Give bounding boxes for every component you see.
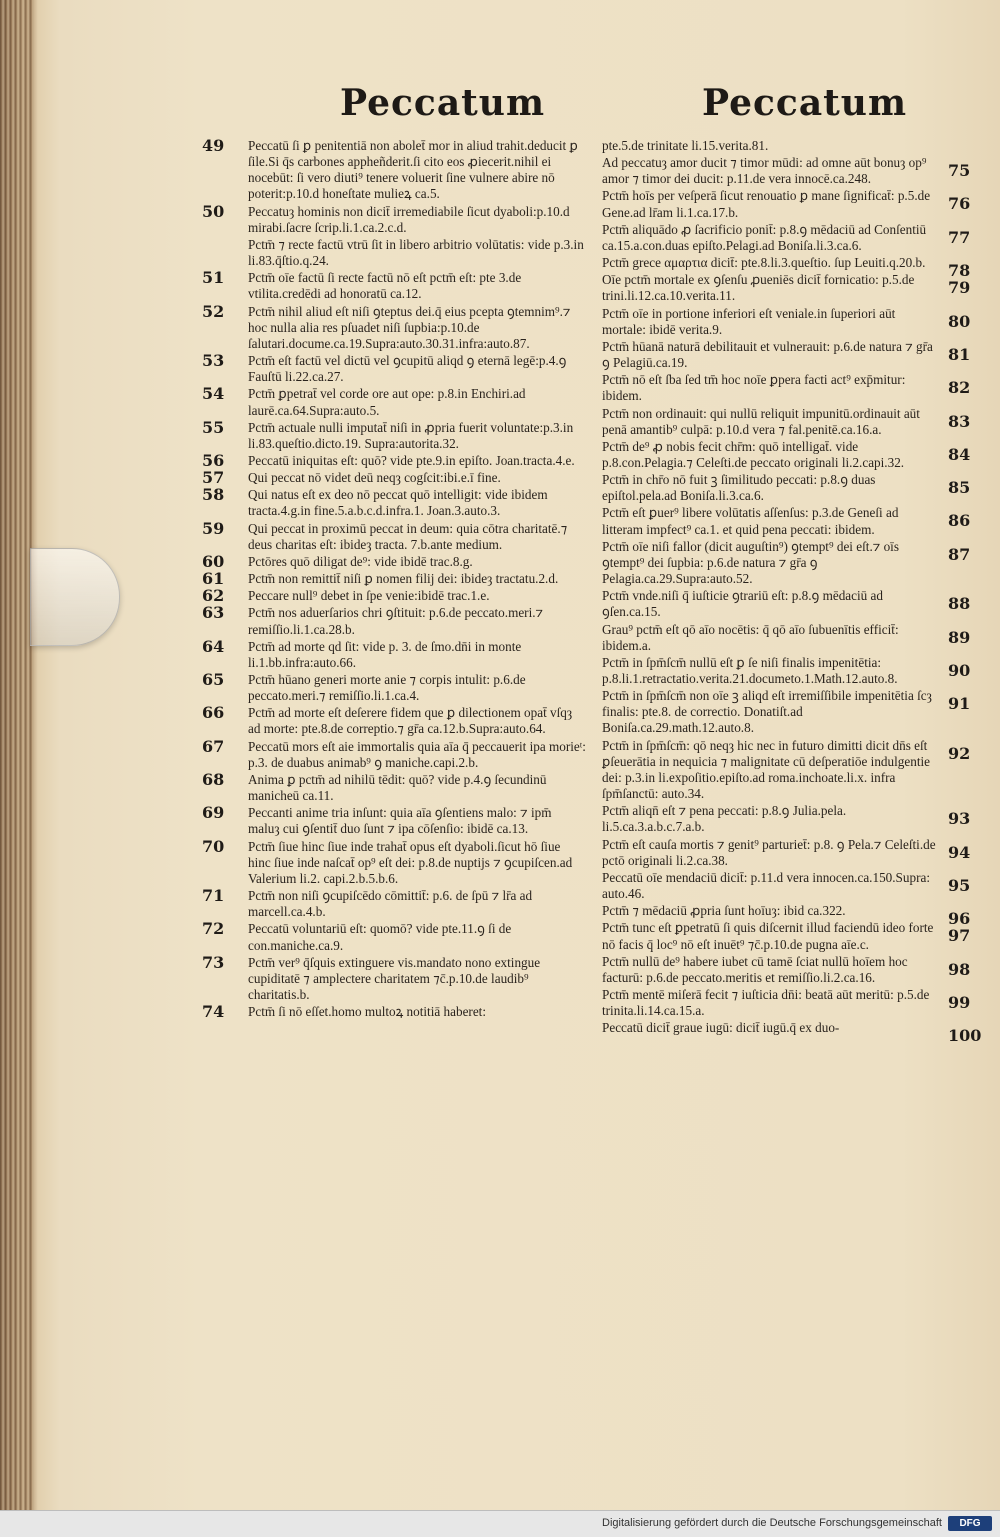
entry-text: Qui peccat in proximū peccat in deum: quia cōtra charitatē.⁊ deus charitas eſt: ibideȝ tracta. 7.b.ante medium. — [248, 520, 568, 552]
entry-number: 94 — [948, 842, 971, 862]
entry-text: Pctm̄ oīe niſi fallor (dicit auguſtin⁹) ꝯtempt⁹ dei eſt.⁊ oīs ꝯtempt⁹ dei ſupbia: p.6.de natura ⁊ gr̄a ꝯ Pelagia.ca.29.Supra:auto.52. — [602, 538, 899, 587]
entry-text: Pctm̄ eſt cauſa mortis ⁊ genit⁹ parturiet̄: p.8. ꝯ Pela.⁊ Celeſti.de pctō originali li.2.ca.38. — [602, 836, 936, 868]
entry-text: Pctm̄ nō eſt ſba ſed tm̄ hoc noīe ꝑpera facti act⁹ exp̄mitur: ibidem. — [602, 372, 906, 404]
entry-number: 100 — [948, 1026, 982, 1046]
entry — [602, 338, 971, 371]
entry — [602, 654, 971, 687]
entry-text: Pctm̄ nos aduerſarios chri ꝯſtituit: p.6.de peccato.meri.⁊ remiſſio.li.1.ca.28.b. — [248, 605, 544, 637]
entry — [202, 919, 586, 953]
entry-number: 82 — [948, 378, 971, 398]
footer-bar — [0, 1510, 1000, 1537]
entry-number: 84 — [948, 444, 971, 464]
entry-text: Ad peccatuȝ amor ducit ⁊ timor mūdi: ad omne aūt bonuȝ op⁹ amor ⁊ timor dei ducit: p.11.de vera innocē.ca.248. — [602, 155, 927, 187]
entry — [602, 221, 971, 254]
entry-number: 56 — [202, 450, 225, 470]
entry — [202, 268, 586, 302]
entry-number: 76 — [948, 194, 971, 214]
entry-number: 63 — [202, 603, 225, 623]
book-page-edges — [0, 0, 34, 1510]
entry — [202, 803, 586, 837]
entry-text: Pctm̄ nullū de⁹ habere iubet cū tamē ſciat nullū hoīem hoc facturū: p.6.de peccato.meritis et remiſſio.li.2.ca.16. — [602, 953, 908, 985]
entry-text: Pctm̄ eſt factū vel dictū vel ꝯcupitū aliqd ꝯ eternā legē:p.4.ꝯ Fauſtū li.22.ca.27. — [248, 353, 567, 385]
entry — [202, 136, 586, 203]
entry — [214, 237, 586, 269]
running-head-left: Peccatum — [340, 82, 546, 124]
entry — [602, 588, 971, 620]
entry — [202, 1002, 586, 1022]
entry-text: Pctm̄ in ſpm̄ſcm̄ non oīe ꝫ aliqd eſt irremiſſibile impenitētia ſcȝ finalis: pte.8. de correctio. Donatiſt.ad Boniſa.ca.29.math.12.auto.8. — [602, 688, 932, 736]
page-clip — [30, 548, 120, 646]
entry-text: Peccatuȝ hominis non dicit̄ irremediabile ſicut dyaboli:p.10.d mirabi.ſacre ſcrip.li.1.ca.2.c.d. — [248, 203, 570, 235]
entry-text: Peccatū iniquitas eſt: quō? vide pte.9.in epiſto. Joan.tracta.4.e. — [248, 452, 575, 468]
entry-number: 59 — [202, 518, 225, 538]
entry-text: Pctm̄ hoīs per veſperā ſicut renouatio ꝑ mane ſignificat̄: p.5.de Gene.ad lr̄am li.1.ca.17.b. — [602, 188, 931, 220]
entry-text: Pctm̄ ⁊ recte factū vtrū ſit in libero arbitrio volūtatis: vide p.3.in li.83.q̄ſtio.q.24. — [248, 236, 584, 269]
entry-text: Pctm̄ hūanā naturā debilitauit et vulnerauit: p.6.de natura ⁊ gr̄a ꝯ Pelagiū.ca.19. — [602, 338, 933, 371]
entry-number: 54 — [202, 384, 225, 404]
entry-text: Pctm̄ de⁹ ꝓ nobis fecit chr̄m: quō intelligat̄. vide p.8.con.Pelagia.⁊ Celeſti.de peccato originali li.2.capi.32. — [602, 438, 905, 470]
entry-text: Pctm̄ mentē miſerā fecit ⁊ iuſticia dn̄i: beatā aūt meritū: p.5.de trinita.li.14.ca.15.a. — [602, 986, 930, 1019]
entry-number: 88 — [948, 594, 971, 614]
entry — [602, 372, 971, 404]
entry-text: Peccatū mors eſt aie immortalis quia aīa q̄ peccauerit ipa morieᵗ: p.3. de duabus animab⁹ ꝯ maniche.capi.2.b. — [248, 738, 586, 770]
entry-text: Pctm̄ in ſpm̄ſcm̄: qō neqȝ hic nec in futuro dimitti dicit dn̄s eſt ꝑſeuerātia in nequicia ⁊ malignitate cū deſperatiōe indulgentie dei: p.3.in li.expoſitio.epiſto.ad roma.inchoate.li.x. infra ſpm̄ſanctū: auto.34. — [602, 737, 931, 802]
entry-number: 92 — [948, 743, 971, 763]
entry-number: 53 — [202, 351, 225, 371]
entry — [202, 485, 586, 519]
right-column — [602, 138, 982, 1046]
entry — [202, 450, 586, 470]
entry-number: 67 — [202, 736, 225, 756]
entry-text: Oīe pctm̄ mortale ex ꝯſenſu ꝓueniēs dicit̄ fornicatio: p.5.de trini.li.12.ca.10.verita.11. — [602, 272, 915, 304]
entry — [602, 737, 971, 803]
entry — [602, 305, 971, 338]
entry — [602, 986, 971, 1019]
entry — [602, 869, 971, 902]
entry — [202, 201, 586, 236]
entry — [202, 301, 586, 352]
entry — [202, 886, 586, 920]
entry-number: 58 — [202, 485, 225, 505]
entry — [602, 255, 971, 281]
entry-number: 97 — [948, 926, 971, 946]
entry-number: 65 — [202, 670, 225, 689]
entry-number: 68 — [202, 769, 225, 789]
running-head-right: Peccatum — [702, 82, 908, 124]
entry-number: 74 — [202, 1002, 225, 1022]
entry-number: 69 — [202, 803, 225, 823]
entry — [602, 438, 971, 471]
entry-number: 60 — [202, 551, 225, 571]
entry-number: 75 — [948, 161, 971, 181]
entry-text: Pctm̄ in ſpm̄ſcm̄ nullū eſt ꝑ ſe niſi finalis impenitētia: p.8.li.1.retractatio.verita.21.documeto.1.Math.12.auto.8. — [602, 654, 898, 686]
entry-text: Anima ꝑ pctm̄ ad nihilū tēdit: quō? vide p.4.ꝯ ſecundinū manicheū ca.11. — [248, 771, 547, 804]
entry-number: 64 — [202, 636, 225, 656]
entry-text: Pctm̄ in chr̄o nō fuit ꝫ ſimilitudo peccati: p.8.ꝯ duas epiſtol.pela.ad Boniſa.li.3.ca.6. — [602, 472, 876, 504]
entry — [202, 670, 586, 704]
footer-credit: Digitalisierung gefördert durch die Deutsche Forschungsgemeinschaft — [602, 1517, 942, 1529]
entry-number: 99 — [948, 992, 971, 1012]
entry-number: 96 — [948, 909, 971, 929]
entry-text: Pctōres quō diligat de⁹: vide ibidē trac.8.g. — [248, 553, 473, 569]
entry-text: Peccatū dicit̄ graue iugū: dicit̄ iugū.q̄ ex duo- — [602, 1020, 840, 1036]
entry-text: Pctm̄ ⁊ mēdaciū ꝓpria ſunt hoīuȝ: ibid ca.322. — [602, 903, 846, 919]
entry-number: 89 — [948, 627, 971, 647]
entry-number: 52 — [202, 301, 225, 321]
entry — [202, 736, 586, 771]
entry-number: 81 — [948, 344, 971, 364]
entry-number: 83 — [948, 411, 971, 431]
entry-text: Pctm̄ oīe in portione inferiori eſt veniale.in ſuperiori aūt mortale: ibidē verita.9. — [602, 305, 896, 337]
entry-number: 91 — [948, 694, 971, 714]
entry — [202, 384, 586, 418]
entry — [202, 468, 586, 488]
entry-number: 79 — [948, 278, 971, 298]
entry-text: Pctm̄ ver⁹ q̄ſquis extinguere vis.mandato nono extingue cupiditatē ⁊ amplectere charitatem ⁊c̄.p.10.de laudib⁹ charitatis.b. — [248, 954, 541, 1002]
entry-text: Peccatū ſi ꝑ penitentiā non abolet̄ mor in aliud trahit.deducit ꝑ ſile.Si q̄s carbones appheñderit.ſi cito eos ꝓiecerit.nihil ei nocebūt: ſi vero diuti⁹ tenere voluerit ſine vulnere abire nō poterit:p.10.d honeſtate mulieꝝ ca.5. — [248, 138, 578, 202]
entry — [602, 155, 971, 187]
entry-text: Grau⁹ pctm̄ eſt qō aīo nocētis: q̄ qō aīo ſubuenītis efficit̄: ibidem.a. — [602, 621, 899, 653]
entry — [602, 538, 971, 587]
entry-number: 77 — [948, 227, 971, 247]
entry-text: Pctm̄ ſiue hinc ſiue inde trahat̄ opus eſt dyaboli.ſicut hō ſiue hinc ſiue inde naſcat̄ op⁹ eſt dei: p.8.de nuptijs ⁊ ꝯcupiſcen.ad Valerium li.2. capi.2.b.5.b.6. — [248, 838, 573, 886]
entry — [202, 603, 586, 637]
entry — [602, 920, 971, 952]
entry-number: 98 — [948, 959, 971, 979]
entry-number: 95 — [948, 875, 971, 895]
entry-text: Pctm̄ non ordinauit: qui nullū reliquit impunitū.ordinauit aūt penā amantib⁹ culpā: p.10.d vera ⁊ fal.penitē.ca.16.a. — [602, 405, 920, 437]
entry — [202, 769, 586, 804]
entry-text: Peccare null⁹ debet in ſpe venie:ibidē trac.1.e. — [248, 588, 490, 604]
entry — [202, 569, 586, 589]
entry — [202, 586, 586, 606]
entry — [202, 636, 586, 671]
entry-number: 93 — [948, 809, 971, 829]
entry-number: 78 — [948, 261, 971, 281]
entry-text: Pctm̄ ſi nō eſſet.homo multoꝝ notitiā haberet: — [248, 1004, 486, 1020]
entry-text: Pctm̄ tunc eſt ꝑpetratū ſi quis diſcernit illud faciendū ideo forte nō facis q̄ loc⁹ nō eſt inuēt⁹ ⁊c̄.p.10.de pugna aīe.c. — [602, 920, 934, 952]
entry-number: 61 — [202, 569, 225, 589]
entry — [602, 688, 971, 736]
entry — [602, 621, 971, 654]
entry-text: Pctm̄ ad morte qd ſit: vide p. 3. de ſmo.dn̄i in monte li.1.bb.infra:auto.66. — [248, 638, 522, 670]
entry-text: pte.5.de trinitate li.15.verita.81. — [602, 138, 769, 153]
entry-number: 70 — [202, 836, 225, 856]
entry — [602, 1020, 982, 1046]
dfg-logo: DFG — [948, 1516, 992, 1531]
entry-text: Pctm̄ ad morte eſt deſerere fidem que ꝑ dilectionem opat̄ vſqȝ ad morte: pte.8.de correptio.⁊ gr̄a ca.12.b.Supra:auto.64. — [248, 705, 573, 737]
entry-number: 80 — [948, 311, 971, 331]
entry-text: Qui natus eſt ex deo nō peccat quō intelligit: vide ibidem tracta.4.g.in fine.5.a.b.c.d.infra.1. Joan.3.auto.3. — [248, 487, 548, 519]
entry-text: Pctm̄ nihil aliud eſt niſi ꝯteptus dei.q̄ eius pcepta ꝯtemnim⁹.⁊ hoc nulla alia res pſuadet niſi ſupbia:p.10.de ſalutari.docume.ca.19.Supra:auto.30.31.infra:auto.87. — [248, 303, 571, 351]
entry — [202, 703, 586, 737]
entry-number: 86 — [948, 511, 971, 531]
entry-text: Pctm̄ non remittit̄ niſi ꝑ nomen filij dei: ibideȝ tractatu.2.d. — [248, 571, 559, 587]
entry-number: 85 — [948, 478, 971, 498]
entry — [602, 472, 971, 504]
entry-text: Pctm̄ ꝑpetrat̄ vel corde ore aut ope: p.8.in Enchiri.ad laurē.ca.64.Supra:auto.5. — [248, 386, 526, 418]
entry-number: 50 — [202, 201, 225, 221]
entry-text: Pctm̄ actuale nulli imputat̄ niſi in ꝓpria fuerit voluntate:p.3.in li.83.queſtio.dicto.19. Supra:autorita.32. — [248, 419, 574, 451]
entry-text: Peccatū voluntariū eſt: quomō? vide pte.11.ꝯ ſi de con.maniche.ca.9. — [248, 921, 512, 953]
entry-text: Pctm̄ hūano generi morte anie ⁊ corpis intulit: p.6.de peccato.meri.⁊ remiſſio.li.1.ca.4. — [248, 672, 526, 704]
entry — [202, 351, 586, 385]
entry — [202, 551, 586, 571]
entry — [602, 836, 971, 869]
entry-number: 72 — [202, 919, 225, 939]
entry-text: Pctm̄ vnde.niſi q̄ iuſticie ꝯtrariū eſt: p.8.ꝯ mēdaciū ad ꝯſen.ca.15. — [602, 588, 883, 620]
entry-text: Peccatū oīe mendaciū dicit̄: p.11.d vera innocen.ca.150.Supra: auto.46. — [602, 869, 930, 902]
entry — [202, 836, 586, 887]
entry — [602, 903, 971, 929]
entry — [602, 405, 971, 438]
entry-number: 51 — [202, 268, 225, 288]
entry-text: Pctm̄ grece αμαρτια dicit̄: pte.8.li.3.queſtio. ſup Leuiti.q.20.b. — [602, 255, 926, 271]
entry-number: 62 — [202, 586, 225, 606]
entry-number: 66 — [202, 703, 225, 723]
entry-text: Pctm̄ aliquādo ꝓ ſacrificio ponit̄: p.8.ꝯ mēdaciū ad Conſentiū ca.15.a.con.duas epiſto.Pelagi.ad Boniſa.li.3.ca.6. — [602, 221, 927, 253]
entry-text: Pctm̄ non niſi ꝯcupiſcēdo cōmittit̄: p.6. de ſpū ⁊ lr̄a ad marcell.ca.4.b. — [248, 888, 533, 920]
entry — [202, 417, 586, 452]
entry — [602, 188, 971, 220]
entry-text: Qui peccat nō videt deū neqȝ cogſcit:ibi.e.ī fine. — [248, 470, 501, 486]
entry-number: 73 — [202, 952, 225, 972]
entry-text: Pctm̄ oīe factū ſi recte factū nō eſt pctm̄ eſt: pte 3.de vtilita.credēdi ad honoratū ca.12. — [248, 270, 522, 302]
entry-text: Pctm̄ aliqn̄ eſt ⁊ pena peccati: p.8.ꝯ Julia.pela. li.5.ca.3.a.b.c.7.a.b. — [602, 803, 847, 835]
entry — [602, 138, 942, 154]
entry-number: 49 — [202, 136, 225, 155]
entry — [602, 803, 971, 835]
entry-number: 57 — [202, 468, 225, 488]
entry — [602, 272, 971, 304]
entry — [602, 505, 971, 537]
entry-number: 90 — [948, 660, 971, 680]
entry — [602, 953, 971, 986]
entry-number: 55 — [202, 417, 225, 437]
entry-number: 87 — [948, 544, 971, 564]
entry-text: Pctm̄ eſt ꝑuer⁹ libere volūtatis aſſenſus: p.3.de Geneſi ad litteram impfect⁹ ca.1. et quid pena peccati: ibidem. — [602, 505, 899, 537]
entry — [202, 518, 586, 553]
left-column — [202, 136, 586, 1022]
entry-number: 71 — [202, 886, 225, 906]
entry-text: Peccanti anime tria inſunt: quia aīa ꝯſentiens malo: ⁊ ipm̄ maluȝ cui ꝯſentit̄ duo ſunt ⁊ ipa cōſenſio: ibidē ca.13. — [248, 805, 552, 837]
entry — [202, 952, 586, 1003]
